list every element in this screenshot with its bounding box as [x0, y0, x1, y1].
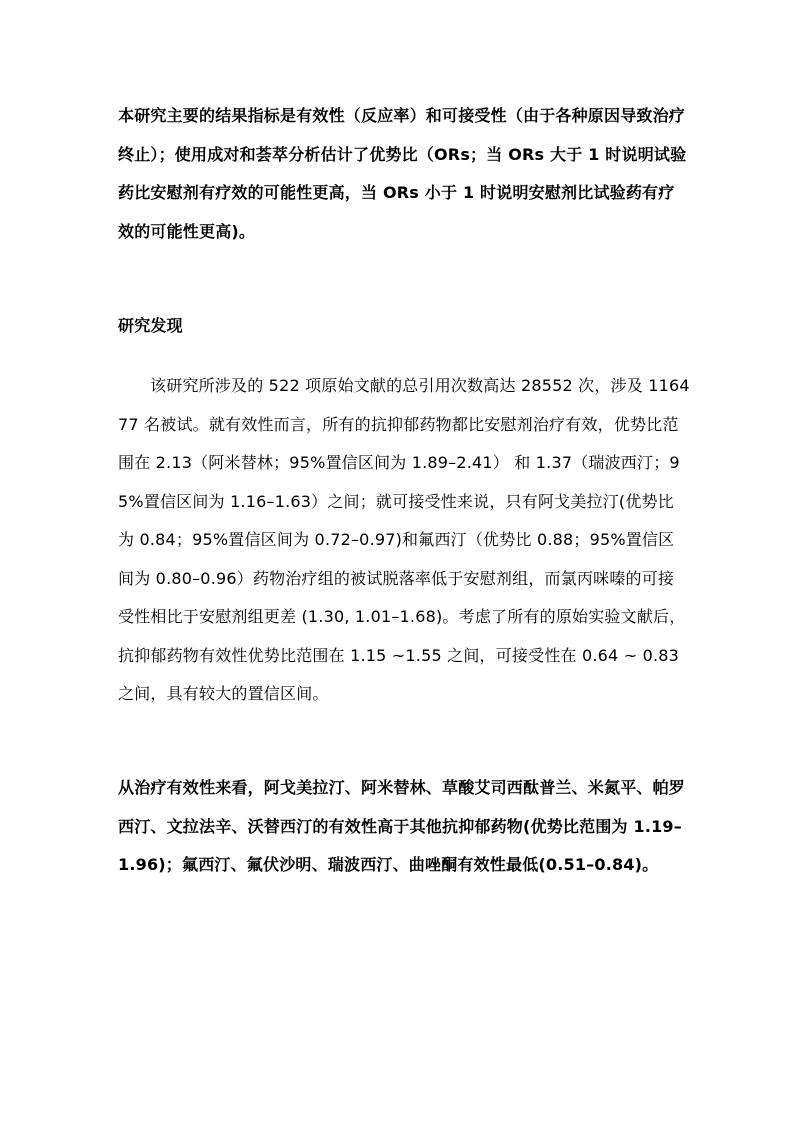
section-heading-findings: 研究发现 [118, 316, 183, 335]
paragraph-efficacy-ranking: 从治疗有效性来看，阿戈美拉汀、阿米替林、草酸艾司西酞普兰、米氮平、帕罗西汀、文拉法辛、沃替西汀的有效性高于其他抗抑郁药物(优势比范围为 1.19–1.96)；氟西汀、氟伏沙明、瑞波西汀、曲唑酮有效性最低(0.51–0.84)。 [118, 778, 686, 874]
paragraph-findings-detail: 该研究所涉及的 522 项原始文献的总引用次数高达 28552 次，涉及 116477 名被试。就有效性而言，所有的抗抑郁药物都比安慰剂治疗有效，优势比范围在 2.13（阿米替林；95%置信区间为 1.89–2.41） 和 1.37（瑞波西汀；95%置信区间为 1.16–1.63）之间；就可接受性来说，只有阿戈美拉汀(优势比为 0.84；95%置信区间为 0.72–0.97)和氟西汀（优势比 0.88；95%置信区间为 0.80–0.96）药物治疗组的被试脱落率低于安慰剂组，而氯丙咪嗪的可接受性相比于安慰剂组更差 (1.30, 1.01–1.68)。考虑了所有的原始实验文献后，抗抑郁药物有效性优势比范围在 1.15 ~1.55 之间，可接受性在 0.64 ~ 0.83 之间，具有较大的置信区间。 [118, 376, 690, 703]
paragraph-outcome-measures: 本研究主要的结果指标是有效性（反应率）和可接受性（由于各种原因导致治疗终止）；使用成对和荟萃分析估计了优势比（ORs；当 ORs 大于 1 时说明试验药比安慰剂有疗效的可能性更高，当 ORs 小于 1 时说明安慰剂比试验药有疗效的可能性更高)。 [118, 106, 687, 241]
